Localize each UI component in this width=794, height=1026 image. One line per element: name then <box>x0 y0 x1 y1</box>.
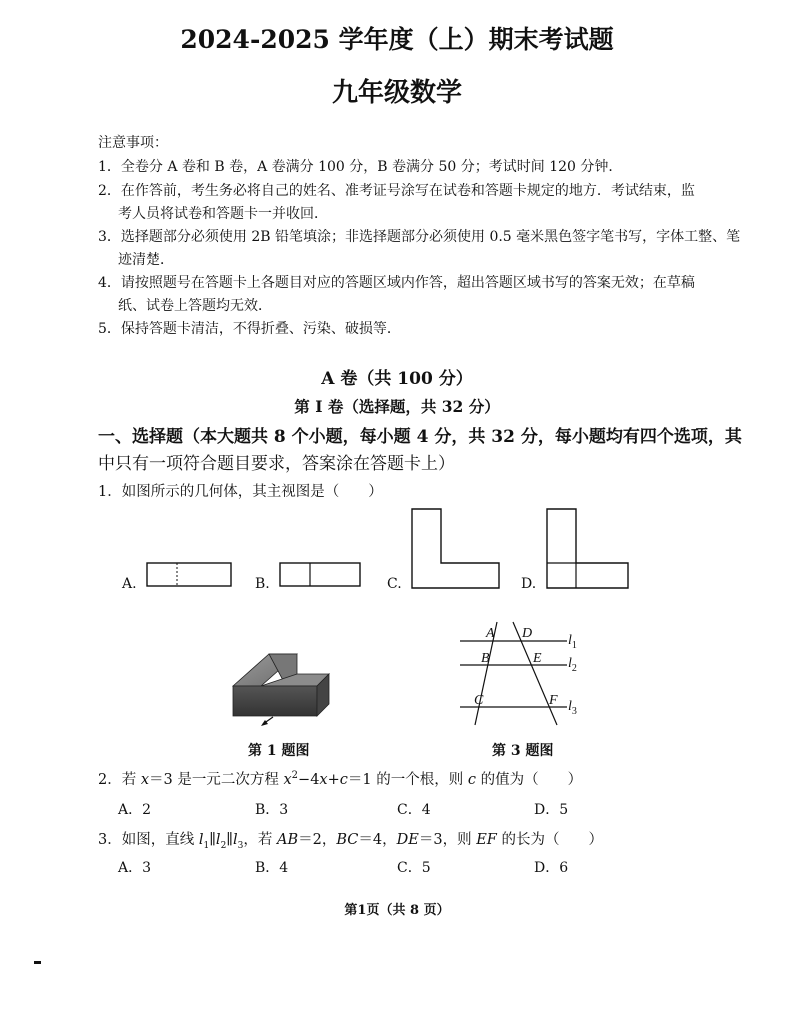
q1-option-d-label: D. <box>521 576 537 592</box>
point-label-b: B <box>481 651 490 666</box>
exam-subtitle: 九年级数学 <box>331 78 462 108</box>
note-line: 2．在作答前，考生务必将自己的姓名、准考证号涂写在试卷和答题卡规定的地方．考试结束，监 <box>98 183 695 199</box>
q1-option-b-figure <box>279 562 363 588</box>
part-heading: 第 I 卷（选择题，共 32 分） <box>294 397 500 416</box>
q2-stem: 2．若 x＝3 是一元二次方程 $x^2-4x+c=1$ 的一个根，则 c 的值为（ ） <box>98 770 583 788</box>
scan-mark <box>34 961 41 964</box>
q1-option-a-label: A. <box>122 576 137 592</box>
q1-option-c-figure <box>410 507 502 591</box>
note-line: 考人员将试卷和答题卡一并收回． <box>118 206 328 222</box>
q2-option-b: B．3 <box>255 802 289 818</box>
q3-stem: 3．如图，直线 $l_1\parallel l_2\parallel l_3$，若 AB＝2，BC＝4，DE＝3，则 EF 的长为（ ） <box>98 832 603 851</box>
q2-option-c: C．4 <box>397 802 431 818</box>
q3-option-d: D．6 <box>534 860 569 876</box>
q1-figure-caption: 第 1 题图 <box>248 743 310 759</box>
instruction-line <box>98 449 455 474</box>
q1-option-b-label: B. <box>255 576 270 592</box>
notes-heading: 注意事项： <box>98 135 168 151</box>
note-line: 1．全卷分 A 卷和 B 卷，A 卷满分 100 分，B 卷满分 50 分；考试时间 120 分钟． <box>98 159 623 175</box>
instruction-text: 中只有一项符合题目要求，答案涂在答题卡上） <box>98 454 455 474</box>
q3-parallel-lines-figure <box>455 620 585 730</box>
q3-option-a: A．3 <box>118 860 152 876</box>
point-label-e: E <box>533 651 542 666</box>
q1-option-c-label: C. <box>387 576 402 592</box>
line-label-l2: $l_2$ <box>568 656 577 674</box>
page-footer: 第1页（共 8 页） <box>344 903 450 918</box>
note-line: 5．保持答题卡清洁，不得折叠、污染、破损等． <box>98 321 401 337</box>
q1-solid-figure <box>225 644 335 730</box>
exam-title: 2024-2025 学年度（上）期末考试题 <box>180 25 614 54</box>
q3-option-b: B．4 <box>255 860 289 876</box>
q3-figure-caption: 第 3 题图 <box>492 743 554 759</box>
q3-option-c: C．5 <box>397 860 431 876</box>
q1-option-a-figure <box>146 562 234 588</box>
point-label-f: F <box>549 693 558 708</box>
point-label-d: D <box>522 626 533 641</box>
note-line: 3．选择题部分必须使用 2B 铅笔填涂；非选择题部分必须使用 0.5 毫米黑色签字笔书写，字体工整、笔 <box>98 229 741 245</box>
instruction-line <box>98 422 742 447</box>
note-line: 纸、试卷上答题均无效． <box>118 298 272 314</box>
q1-option-d-figure <box>545 507 631 591</box>
note-line: 迹清楚． <box>118 252 174 268</box>
q2-option-a: A．2 <box>118 802 152 818</box>
note-line: 4．请按照题号在答题卡上各题目对应的答题区域内作答，超出答题区域书写的答案无效；在草稿 <box>98 275 695 291</box>
point-label-c: C <box>474 693 484 708</box>
transversal-def <box>513 622 557 725</box>
line-label-l3: $l_3$ <box>568 699 577 717</box>
volume-heading: A 卷（共 100 分） <box>321 369 473 389</box>
point-label-a: A <box>486 626 495 641</box>
instruction-text: 一、选择题（本大题共 8 个小题，每小题 4 分，共 32 分，每小题均有四个选项，其 <box>98 427 742 447</box>
q1-stem: 1．如图所示的几何体，其主视图是（ ） <box>98 484 383 500</box>
line-label-l1: $l_1$ <box>568 633 577 651</box>
q2-option-d: D．5 <box>534 802 569 818</box>
